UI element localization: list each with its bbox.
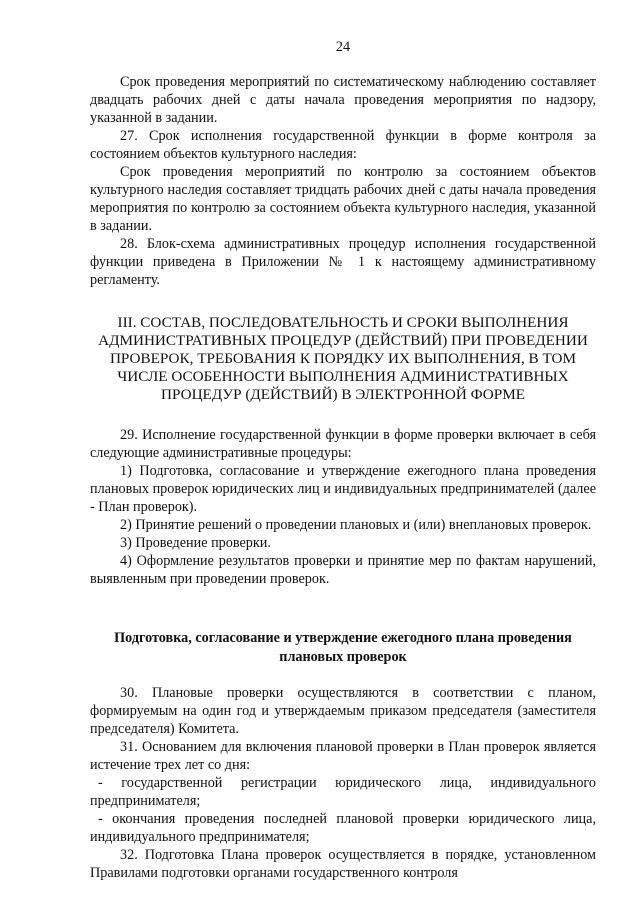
paragraph-31: 31. Основанием для включения плановой проверки в План проверок является истечение трех лет со дня: <box>90 739 596 773</box>
list-item-4: 4) Оформление результатов проверки и принятие мер по фактам нарушений, выявленным при проведении проверок. <box>90 553 596 587</box>
paragraph-30: 30. Плановые проверки осуществляются в соответствии с планом, формируемым на один год и утверждаемым приказом председателя (заместителя председателя) Комитета. <box>90 685 596 737</box>
paragraph-27: 27. Срок исполнения государственной функции в форме контроля за состоянием объектов культурного наследия: <box>90 128 596 162</box>
list-item-registration: - государственной регистрации юридического лица, индивидуального предпринимателя; <box>90 775 596 809</box>
paragraph-29: 29. Исполнение государственной функции в форме проверки включает в себя следующие административные процедуры: <box>90 427 596 461</box>
paragraph-32: 32. Подготовка Плана проверок осуществляется в порядке, установленном Правилами подготовки органами государственного контроля <box>90 847 596 881</box>
list-item-last-inspection: - окончания проведения последней плановой проверки юридического лица, индивидуального предпринимателя; <box>90 811 596 845</box>
paragraph-monitoring-term: Срок проведения мероприятий по систематическому наблюдению составляет двадцать рабочих дней с даты начала проведения мероприятия по надзору, указанной в задании. <box>90 74 596 126</box>
list-item-1: 1) Подготовка, согласование и утверждение ежегодного плана проведения плановых проверок юридических лиц и индивидуальных предпринимателей (далее - План проверок). <box>90 463 596 515</box>
list-item-3: 3) Проведение проверки. <box>120 535 271 551</box>
section-heading: III. СОСТАВ, ПОСЛЕДОВАТЕЛЬНОСТЬ И СРОКИ ВЫПОЛНЕНИЯ АДМИНИСТРАТИВНЫХ ПРОЦЕДУР (ДЕЙСТВИЙ) ПРИ ПРОВЕДЕНИИ ПРОВЕРОК, ТРЕБОВАНИЯ К ПОРЯДКУ ИХ ВЫПОЛНЕНИЯ, В ТОМ ЧИСЛЕ ОСОБЕННОСТИ ВЫПОЛНЕНИЯ АДМИНИСТРАТИВНЫХ ПРОЦЕДУР (ДЕЙСТВИЙ) В ЭЛЕКТРОННОЙ ФОРМЕ <box>98 314 588 403</box>
list-item-2: 2) Принятие решений о проведении плановых и (или) внеплановых проверок. <box>120 517 592 533</box>
paragraph-28: 28. Блок-схема административных процедур исполнения государственной функции приведена в Приложении № 1 к настоящему административному регламенту. <box>90 236 596 288</box>
page-number: 24 <box>335 39 351 55</box>
document-page <box>90 38 596 882</box>
paragraph-control-term: Срок проведения мероприятий по контролю за состоянием объектов культурного наследия составляет тридцать рабочих дней с даты начала проведения мероприятия по контролю за состоянием объекта культурного наследия, указанной в задании. <box>90 164 596 234</box>
sub-heading: Подготовка, согласование и утверждение ежегодного плана проведения плановых проверок <box>114 630 572 665</box>
